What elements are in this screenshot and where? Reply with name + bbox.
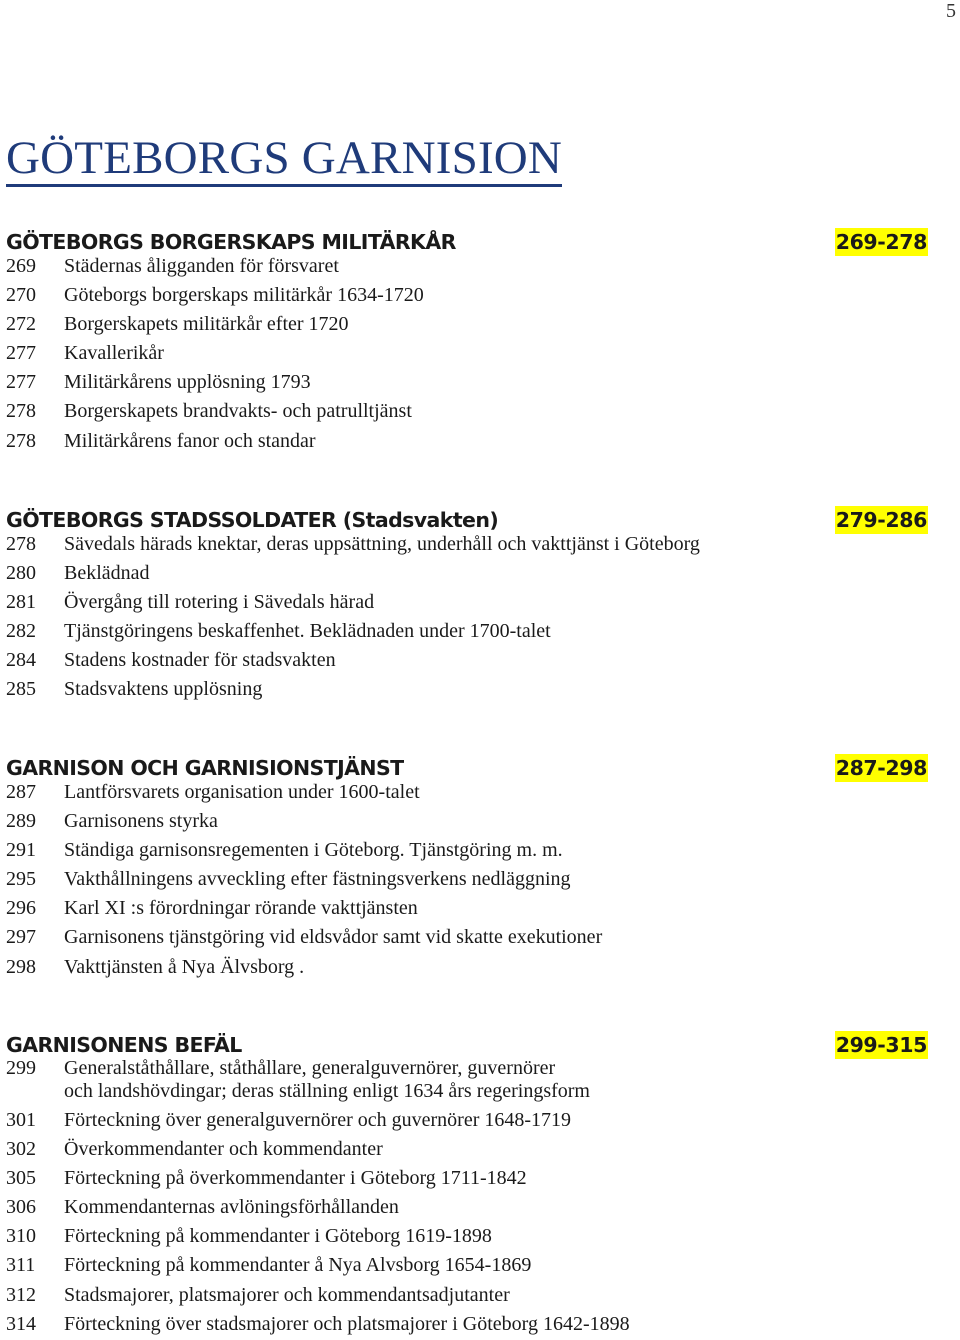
entry-title: Förteckning över stadsmajorer och platsmajorer i Göteborg 1642-1898 [64,1312,630,1335]
toc-entry [6,617,928,646]
toc-entry [6,397,928,426]
toc-entry [6,1222,928,1251]
entry-title: Förteckning på kommendanter å Nya Alvsborg 1654-1869 [64,1254,532,1277]
section-header [6,228,928,258]
section-borgerskaps-militarkar [6,228,928,456]
entry-page-number: 278 [6,400,36,423]
entry-page-number: 302 [6,1138,36,1161]
entry-title: Borgerskapets brandvakts- och patrulltjänst [64,400,412,423]
toc-entry [6,339,928,368]
entry-page-number: 285 [6,678,36,701]
entry-page-number: 301 [6,1109,36,1131]
toc-entry [6,427,928,456]
section-page-range: 279-286 [835,508,927,532]
section-page-range: 299-315 [835,1033,927,1057]
entry-title: Stadens kostnader för stadsvakten [64,649,336,672]
entry-title: Göteborgs borgerskaps militärkår 1634-1720 [64,284,424,307]
entry-page-number: 278 [6,533,36,555]
toc-entry [6,1310,928,1339]
section-stadssoldater [6,506,928,705]
page-title: GÖTEBORGS GARNISION [6,132,562,187]
entry-title: Militärkårens upplösning 1793 [64,371,311,394]
entry-title: Kavallerikår [64,342,164,365]
toc-entry [6,310,928,339]
entry-page-number: 291 [6,839,36,862]
entry-page-number: 310 [6,1225,36,1248]
toc-entry [6,1106,928,1135]
entry-title: Garnisonens styrka [64,810,218,833]
toc-entry [6,953,928,982]
toc-entry [6,923,928,952]
entry-page-number: 284 [6,649,36,672]
entry-page-number: 311 [6,1254,36,1277]
entry-page-number: 270 [6,284,36,307]
entry-title: Förteckning över generalguvernörer och guvernörer 1648-1719 [64,1109,572,1131]
section-garnisonens-befal [6,1031,928,1339]
section-title: GÖTEBORGS BORGERSKAPS MILITÄRKÅR [6,230,456,254]
section-title: GARNISON OCH GARNISIONSTJÄNST [6,756,404,780]
entry-title: Överkommendanter och kommendanter [64,1138,383,1161]
entry-title: Förteckning på kommendanter i Göteborg 1619-1898 [64,1225,492,1248]
entry-title: Lantförsvarets organisation under 1600-talet [64,781,420,803]
entry-page-number: 277 [6,371,36,394]
entry-page-number: 305 [6,1167,36,1190]
toc-entry [6,281,928,310]
toc-entry [6,559,928,588]
entry-title-line: och landshövdingar; deras ställning enligt 1634 års regeringsform [64,1080,590,1102]
section-title: GÖTEBORGS STADSSOLDATER (Stadsvakten) [6,508,499,532]
entry-page-number: 287 [6,781,36,803]
toc-entry [6,1164,928,1193]
toc-entry [6,1054,928,1106]
entry-page-number: 277 [6,342,36,365]
entry-page-number: 272 [6,313,36,336]
entry-page-number: 282 [6,620,36,643]
entry-page-number: 278 [6,429,36,452]
entry-title: Stadsvaktens upplösning [64,678,263,701]
toc-entry [6,807,928,836]
entry-title: Tjänstgöringens beskaffenhet. Beklädnaden under 1700-talet [64,620,551,643]
toc-entry [6,588,928,617]
section-page-range: 287-298 [835,756,927,780]
toc-entry [6,646,928,675]
entry-page-number: 306 [6,1196,36,1219]
entry-title: Sävedals härads knektar, deras uppsättning, underhåll och vakttjänst i Göteborg [64,533,700,555]
entry-page-number: 296 [6,897,36,920]
entry-title: Vakthållningens avveckling efter fästningsverkens nedläggning [64,868,571,891]
toc-entry [6,1193,928,1222]
section-title: GARNISONENS BEFÄL [6,1033,242,1057]
entry-page-number: 269 [6,255,36,277]
section-header [6,1031,928,1061]
entry-page-number: 297 [6,926,36,949]
entry-page-number: 295 [6,868,36,891]
section-header [6,754,928,784]
entry-title: Beklädnad [64,562,150,585]
toc-entry [6,675,928,704]
toc-entry [6,836,928,865]
page-number: 5 [946,0,956,22]
toc-entry [6,1281,928,1310]
section-garnison-och-garnisionstjanst [6,754,928,982]
entry-page-number: 281 [6,591,36,614]
entry-title: Militärkårens fanor och standar [64,429,316,452]
toc-entry [6,865,928,894]
entry-title: Förteckning på överkommendanter i Göteborg 1711-1842 [64,1167,527,1190]
entry-title: Borgerskapets militärkår efter 1720 [64,313,349,336]
entry-page-number: 312 [6,1283,36,1306]
toc-entry [6,894,928,923]
entry-page-number: 289 [6,810,36,833]
entry-title: Karl XI :s förordningar rörande vakttjänsten [64,897,418,920]
entry-title [64,1057,928,1103]
entry-title: Övergång till rotering i Sävedals härad [64,591,375,614]
entry-title: Städernas åligganden för försvaret [64,255,339,277]
entry-page-number: 280 [6,562,36,585]
toc-entry [6,1135,928,1164]
entry-title: Vakttjänsten å Nya Älvsborg . [64,955,305,978]
entry-page-number: 314 [6,1312,36,1335]
entry-title: Stadsmajorer, platsmajorer och kommendantsadjutanter [64,1283,510,1306]
entry-title: Kommendanternas avlöningsförhållanden [64,1196,399,1219]
entry-title: Ständiga garnisonsregementen i Göteborg. Tjänstgöring m. m. [64,839,563,862]
entry-title: Garnisonens tjänstgöring vid eldsvådor samt vid skatte exekutioner [64,926,603,949]
toc-entry [6,368,928,397]
entry-page-number: 298 [6,955,36,978]
section-header [6,506,928,536]
entry-page-number: 299 [6,1057,36,1079]
section-page-range: 269-278 [835,230,927,254]
toc-entry [6,1251,928,1280]
entry-title-line: Generalståthållare, ståthållare, generalguvernörer, guvernörer [64,1057,556,1079]
